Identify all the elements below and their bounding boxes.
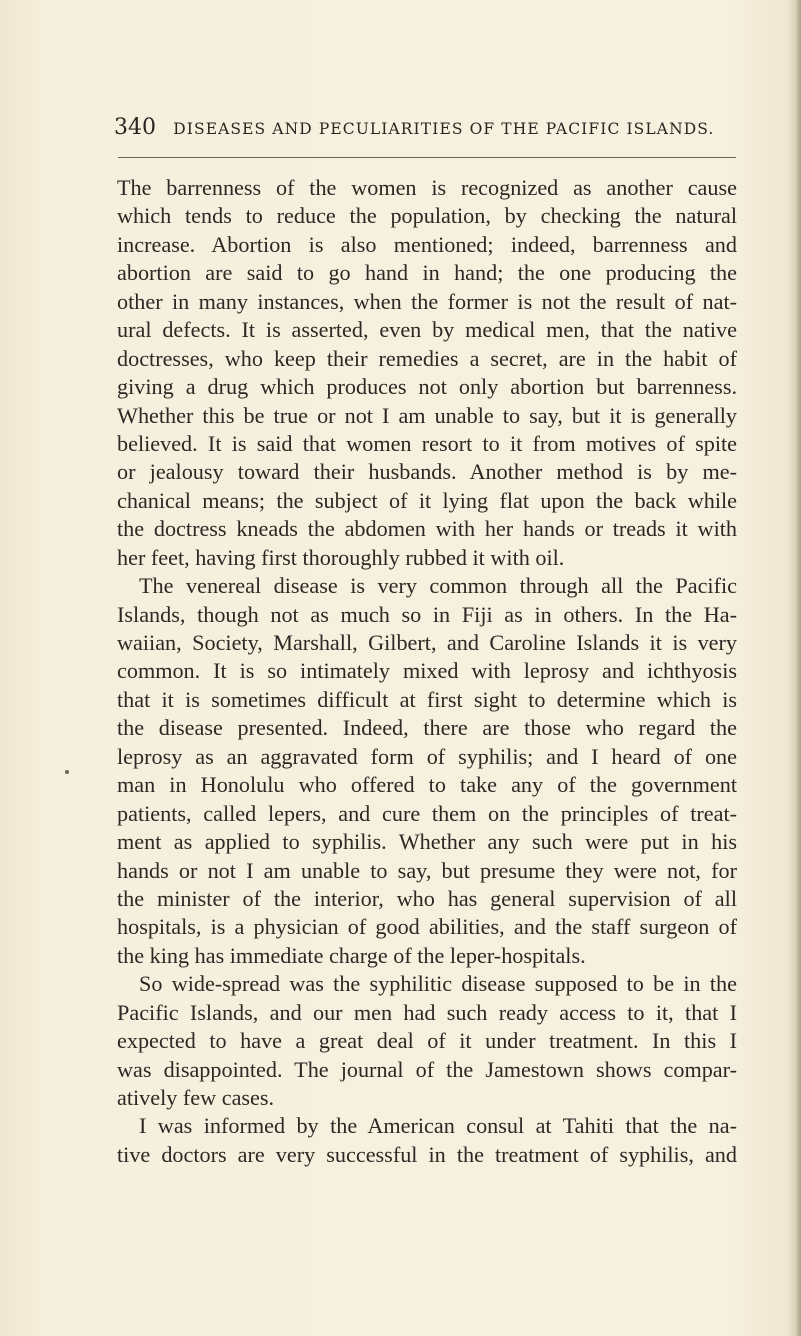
text-line: The venereal disease is very common through all the Pacific xyxy=(139,573,737,599)
margin-mark xyxy=(65,770,69,774)
body-text xyxy=(117,174,737,1169)
text-line: believed. It is said that women resort to it from motives of spite xyxy=(117,430,737,456)
text-line: other in many instances, when the former is not the result of nat- xyxy=(117,288,737,314)
text-line: or jealousy toward their husbands. Another method is by me- xyxy=(117,459,737,485)
text-line: hands or not I am unable to say, but presume they were not, for xyxy=(117,857,737,883)
text-line: Pacific Islands, and our men had such ready access to it, that I xyxy=(117,999,737,1025)
running-title: DISEASES AND PECULIARITIES OF THE PACIFIC ISLANDS. xyxy=(173,120,715,138)
text-line: Islands, though not as much so in Fiji as in others. In the Ha- xyxy=(117,601,737,627)
text-line: abortion are said to go hand in hand; the one producing the xyxy=(117,260,737,286)
text-line: tive doctors are very successful in the treatment of syphilis, and xyxy=(117,1141,737,1167)
text-line: which tends to reduce the population, by checking the natural xyxy=(117,203,737,229)
text-line: the minister of the interior, who has general supervision of all xyxy=(117,885,737,911)
header-rule xyxy=(118,157,736,158)
text-line: the disease presented. Indeed, there are those who regard the xyxy=(117,715,737,741)
text-line: was disappointed. The journal of the Jamestown shows compar- xyxy=(117,1056,737,1082)
text-line: the doctress kneads the abdomen with her hands or treads it with xyxy=(117,516,737,542)
text-line: doctresses, who keep their remedies a secret, are in the habit of xyxy=(117,345,737,371)
text-line: Whether this be true or not I am unable to say, but it is generally xyxy=(117,402,737,428)
text-line: leprosy as an aggravated form of syphilis; and I heard of one xyxy=(117,743,737,769)
text-line: ural defects. It is asserted, even by medical men, that the native xyxy=(117,317,737,343)
text-line: I was informed by the American consul at Tahiti that the na- xyxy=(139,1113,737,1139)
text-line: her feet, having first thoroughly rubbed it with oil. xyxy=(117,544,565,570)
text-line: common. It is so intimately mixed with leprosy and ichthyosis xyxy=(117,658,737,684)
text-line: the king has immediate charge of the leper-hospitals. xyxy=(117,942,586,968)
text-line: increase. Abortion is also mentioned; indeed, barrenness and xyxy=(117,231,737,257)
text-line: waiian, Society, Marshall, Gilbert, and Caroline Islands it is very xyxy=(117,630,737,655)
text-line: giving a drug which produces not only abortion but barrenness. xyxy=(117,374,737,400)
text-line: expected to have a great deal of it under treatment. In this I xyxy=(117,1028,737,1054)
text-line: atively few cases. xyxy=(117,1085,275,1110)
text-line: hospitals, is a physician of good abilities, and the staff surgeon of xyxy=(117,914,737,940)
page-edge-shadow xyxy=(787,0,801,1336)
text-line: that it is sometimes difficult at first sight to determine which is xyxy=(117,686,737,712)
text-line: chanical means; the subject of it lying flat upon the back while xyxy=(117,487,737,513)
text-line: So wide-spread was the syphilitic disease supposed to be in the xyxy=(139,971,737,997)
text-line: patients, called lepers, and cure them on the principles of treat- xyxy=(117,800,737,826)
page-number: 340 xyxy=(114,115,156,140)
text-line: The barrenness of the women is recognized as another cause xyxy=(117,175,737,200)
text-line: ment as applied to syphilis. Whether any such were put in his xyxy=(117,829,737,855)
page-header xyxy=(114,115,754,145)
text-line: man in Honolulu who offered to take any of the government xyxy=(117,772,737,798)
